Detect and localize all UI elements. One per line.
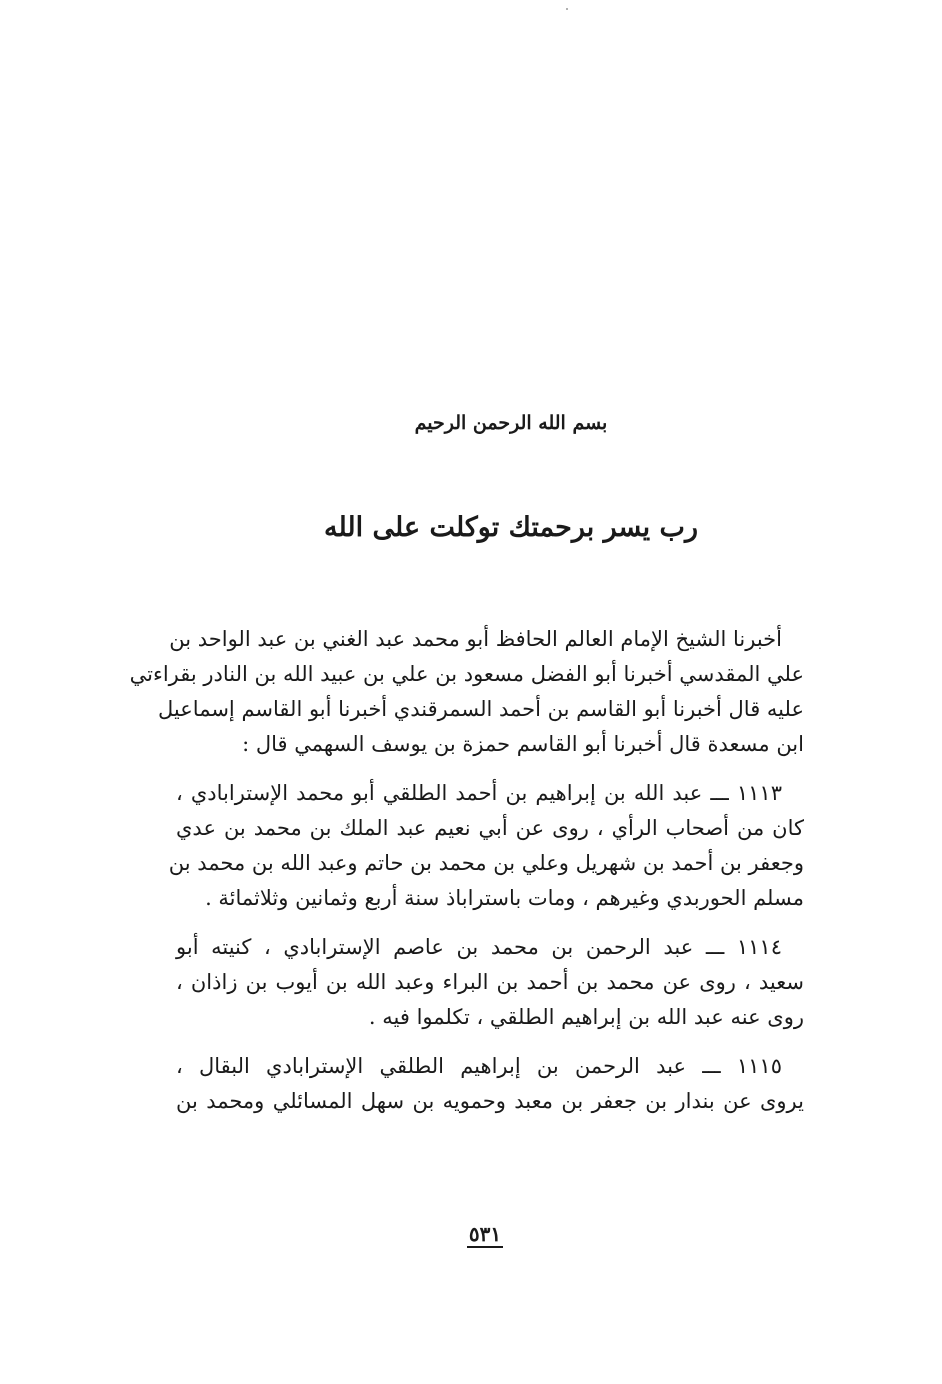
text-line: وجعفر بن أحمد بن شهريل وعلي بن محمد بن حاتم وعبد الله بن محمد بن (168, 851, 804, 875)
paragraph-entry-1113 (168, 776, 804, 916)
paragraph-isnad (129, 622, 804, 762)
text-line: روى عنه عبد الله بن إبراهيم الطلقي ، تكلموا فيه . (368, 1005, 804, 1029)
text-line: علي المقدسي أخبرنا أبو الفضل مسعود بن علي بن عبيد الله بن النادر بقراءتي (129, 662, 804, 686)
paragraph-entry-1115 (176, 1049, 804, 1119)
text-line: ١١١٤ ـــ عبد الرحمن بن محمد بن عاصم الإسترابادي ، كنيته أبو (176, 935, 782, 959)
scan-speck (566, 8, 568, 10)
page-number-label: ٥٣١ (468, 1222, 502, 1246)
text-line: عليه قال أخبرنا أبو القاسم بن أحمد السمرقندي أخبرنا أبو القاسم إسماعيل (158, 697, 804, 721)
text-line: يروى عن بندار بن جعفر بن معبد وحمويه بن سهل المسائلي ومحمد بن (176, 1089, 804, 1113)
body-text (129, 622, 804, 1133)
text-line: أخبرنا الشيخ الإمام العالم الحافظ أبو محمد عبد الغني بن عبد الواحد بن (169, 627, 782, 651)
basmala-heading: بسم الله الرحمن الرحيم (414, 412, 608, 434)
text-line: مسلم الحوربدي وغيرهم ، ومات باستراباذ سنة أربع وثمانين وثلاثمائة . (205, 886, 804, 910)
page-number (0, 1222, 942, 1246)
text-line: كان من أصحاب الرأي ، روى عن أبي نعيم عبد الملك بن محمد بن عدي (176, 816, 804, 840)
paragraph-entry-1114 (176, 930, 804, 1035)
text-line: ابن مسعدة قال أخبرنا أبو القاسم حمزة بن يوسف السهمي قال : (242, 732, 804, 756)
invocation-heading: رب يسر برحمتك توكلت على الله (323, 512, 699, 543)
text-line: سعيد ، روى عن محمد بن أحمد بن البراء وعبد الله بن أيوب بن زاذان ، (176, 970, 804, 994)
text-line: ١١١٥ ـــ عبد الرحمن بن إبراهيم الطلقي الإسترابادي البقال ، (176, 1054, 782, 1078)
text-line: ١١١٣ ـــ عبد الله بن إبراهيم بن أحمد الطلقي أبو محمد الإسترابادي ، (176, 781, 782, 805)
